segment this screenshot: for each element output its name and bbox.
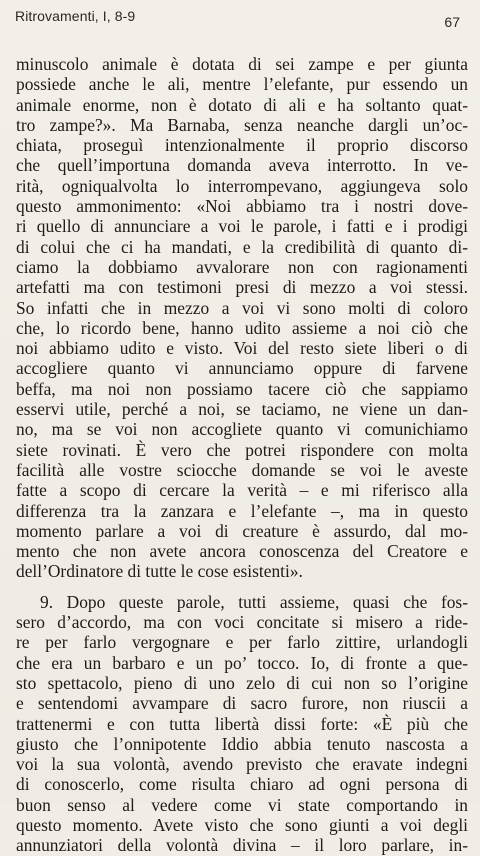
text-line: animale enorme, non è dotato di ali e ha soltanto quat- [16, 94, 468, 115]
text-line: che quell’importuna domanda aveva interrotto. In ve- [16, 155, 468, 176]
text-line: esservi utile, perché a noi, se taciamo, ne viene un dan- [16, 399, 468, 420]
text-line: minuscolo animale è dotata di sei zampe e per giunta [16, 54, 468, 74]
text-line: annunziatori della volontà divina – il loro parlare, in- [16, 835, 468, 856]
text-line: di colui che ci ha mandati, e la credibilità di quanto di- [16, 236, 468, 257]
text-line: giusto che l’onnipotente Iddio abbia tenuto nascosta a [16, 733, 468, 754]
text-line: ri quello di annunciare a voi le parole, i fatti e i prodigi [16, 216, 468, 237]
text-line: no, ma se voi non accogliete quanto vi comunichiamo [16, 419, 468, 440]
text-line: rità, ogniqualvolta lo interrompevano, aggiungeva solo [16, 175, 468, 196]
text-line: e sentendomi avvampare di sacro furore, non riuscii a [16, 693, 468, 714]
text-line: siete rovinati. È vero che potrei rispondere con molta [16, 439, 468, 460]
text-line: sto spettacolo, pieno di uno zelo di cui non so l’origine [16, 672, 468, 693]
text-line: tro zampe?». Ma Barnaba, senza neanche dargli un’oc- [16, 114, 468, 135]
paragraph-2 [16, 592, 468, 856]
text-line: So infatti che in mezzo a voi vi sono molti di coloro [16, 297, 468, 318]
body-text [16, 54, 468, 856]
text-line: differenza tra la zanzara e l’elefante –, ma in questo [16, 500, 468, 521]
text-line: voi la sua volontà, avendo previsto che eravate indegni [16, 754, 468, 775]
text-line: 9. Dopo queste parole, tutti assieme, quasi che fos- [40, 591, 468, 612]
text-line: questo momento. Avete visto che sono giunti a voi degli [16, 814, 468, 835]
text-line: sero d’accordo, ma con voci concitate si misero a ride- [16, 612, 468, 633]
text-line: di conoscerlo, come risulta chiaro ad ogni persona di [16, 774, 468, 795]
text-line: momento parlare a voi di creature è assurdo, dal mo- [16, 520, 468, 541]
text-line: beffa, ma noi non possiamo tacere ciò che sappiamo [16, 378, 468, 399]
text-line: trattenermi e con tutta libertà dissi forte: «È più che [16, 713, 468, 734]
text-line: mento che non avete ancora conoscenza del Creatore e [16, 541, 468, 562]
text-line: re per farlo vergognare e per farlo zittire, urlandogli [16, 632, 468, 653]
text-line: possiede anche le ali, mentre l’elefante, pur essendo un [16, 74, 468, 95]
paragraph-spacer [16, 582, 468, 592]
text-line: facilità alle vostre sciocche domande se voi le aveste [16, 459, 468, 480]
text-line: noi abbiamo udito e visto. Voi del resto siete liberi o di [16, 338, 468, 359]
text-line: che era un barbaro e un po’ tocco. Io, di fronte a que- [16, 652, 468, 673]
text-line: questo ammonimento: «Noi abbiamo tra i nostri dove- [16, 196, 468, 217]
paragraph-1 [16, 54, 468, 582]
text-line: buon senso al vedere come vi state comportando in [16, 794, 468, 815]
text-line: che, lo ricordo bene, hanno udito assieme a noi ciò che [16, 317, 468, 338]
text-line: ciamo la dobbiamo avvalorare non con ragionamenti [16, 256, 468, 277]
page-number: 67 [444, 14, 460, 30]
running-head: Ritrovamenti, I, 8-9 [15, 8, 136, 24]
text-line: dell’Ordinatore di tutte le cose esistenti». [16, 561, 303, 582]
text-line: artefatti ma con testimoni presi di mezzo a voi stessi. [16, 277, 468, 298]
text-line: accogliere quanto vi annunciamo oppure di farvene [16, 358, 468, 379]
text-line: chiata, proseguì intenzionalmente il proprio discorso [16, 135, 468, 156]
text-line: fatte a scopo di cercare la verità – e mi riferisco alla [16, 480, 468, 501]
